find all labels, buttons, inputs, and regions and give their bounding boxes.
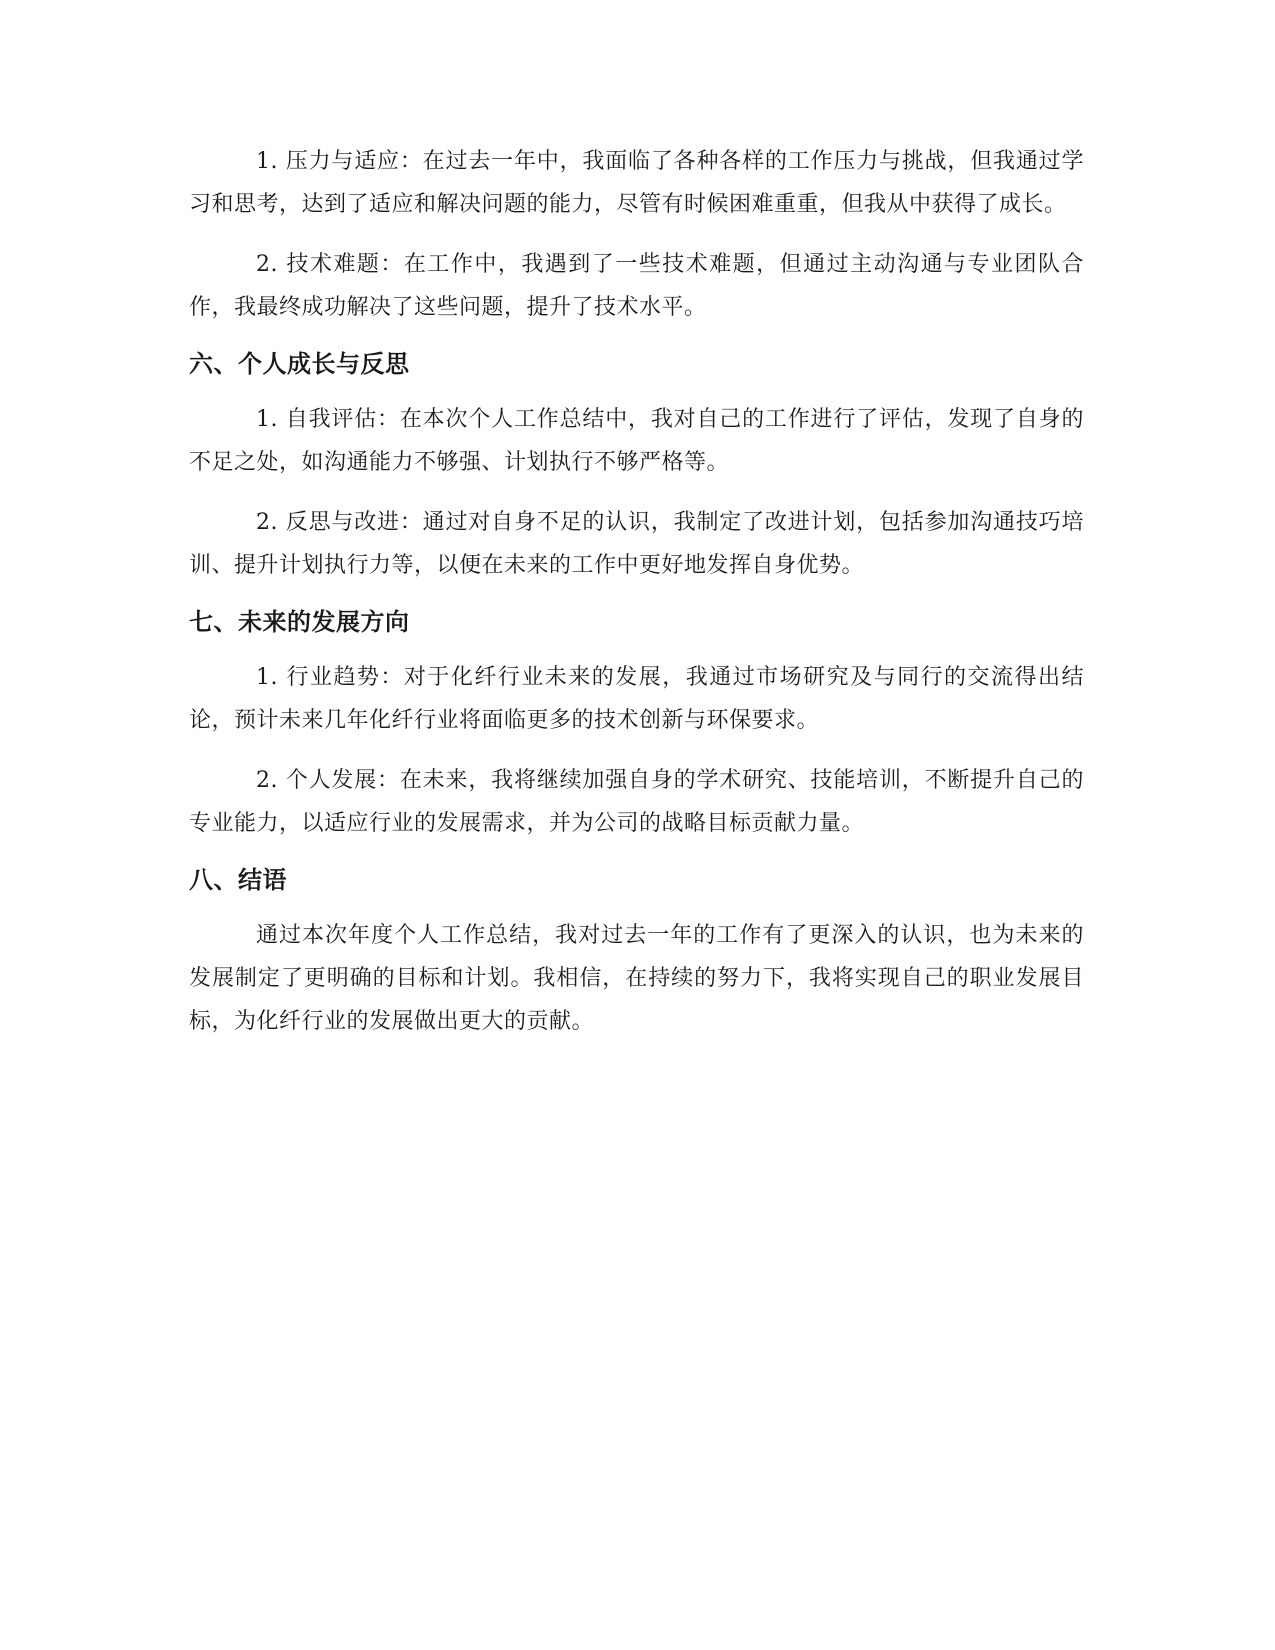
paragraph-technical-problems: 2. 技术难题：在工作中，我遇到了一些技术难题，但通过主动沟通与专业团队合作，我最终成功解决了这些问题，提升了技术水平。 bbox=[189, 252, 1084, 320]
paragraph-conclusion: 通过本次年度个人工作总结，我对过去一年的工作有了更深入的认识，也为未来的发展制定了更明确的目标和计划。我相信，在持续的努力下，我将实现自己的职业发展目标，为化纤行业的发展做出更大的贡献。 bbox=[189, 923, 1084, 1034]
paragraph-reflection-improvement: 2. 反思与改进：通过对自身不足的认识，我制定了改进计划，包括参加沟通技巧培训、提升计划执行力等，以便在未来的工作中更好地发挥自身优势。 bbox=[189, 510, 1084, 578]
paragraph-self-assessment: 1. 自我评估：在本次个人工作总结中，我对自己的工作进行了评估，发现了自身的不足之处，如沟通能力不够强、计划执行不够严格等。 bbox=[189, 407, 1084, 475]
paragraph-personal-development: 2. 个人发展：在未来，我将继续加强自身的学术研究、技能培训，不断提升自己的专业能力，以适应行业的发展需求，并为公司的战略目标贡献力量。 bbox=[189, 768, 1084, 836]
paragraph-pressure-adaptation: 1. 压力与适应：在过去一年中，我面临了各种各样的工作压力与挑战，但我通过学习和思考，达到了适应和解决问题的能力，尽管有时候困难重重，但我从中获得了成长。 bbox=[189, 149, 1084, 217]
section-heading-conclusion: 八、结语 bbox=[189, 866, 287, 894]
section-heading-personal-growth: 六、个人成长与反思 bbox=[189, 350, 410, 378]
section-heading-future-direction: 七、未来的发展方向 bbox=[189, 608, 410, 636]
paragraph-industry-trends: 1. 行业趋势：对于化纤行业未来的发展，我通过市场研究及与同行的交流得出结论，预计未来几年化纤行业将面临更多的技术创新与环保要求。 bbox=[189, 665, 1084, 733]
